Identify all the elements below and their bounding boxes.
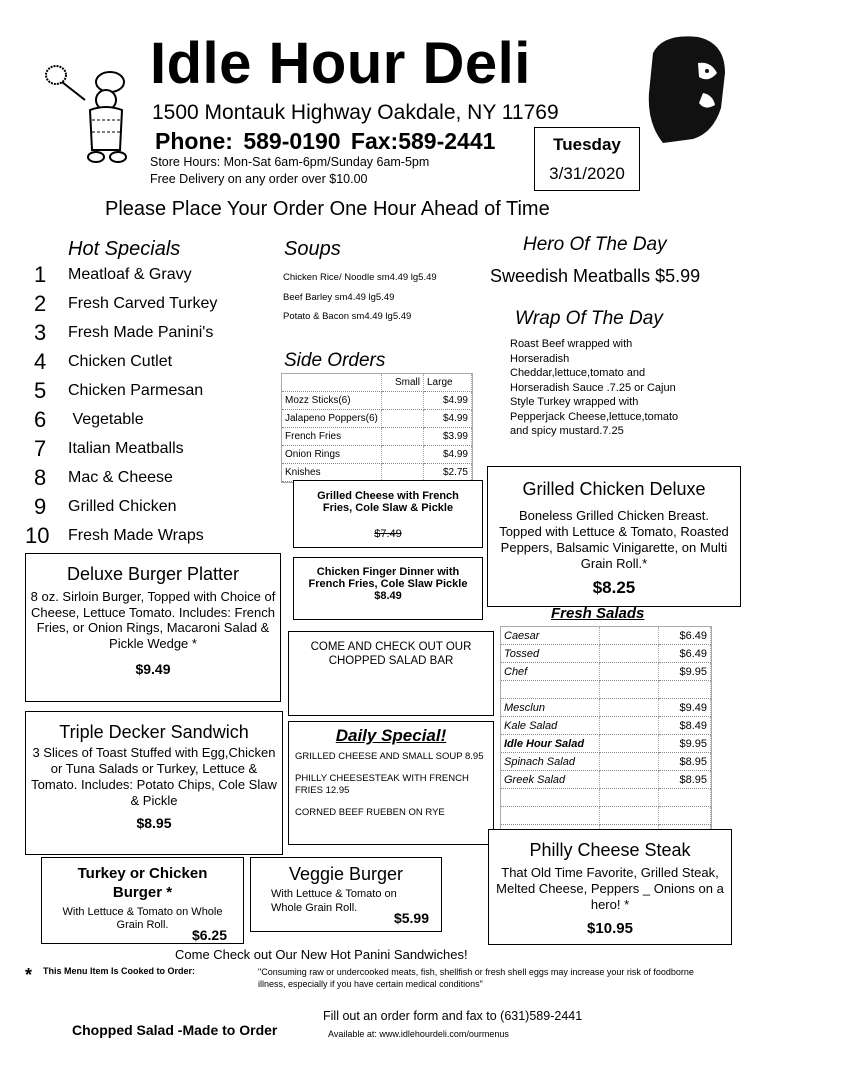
hot-special-name: Fresh Made Panini's xyxy=(68,324,214,341)
hot-special-number: 3 xyxy=(34,320,47,345)
grilled-chicken-deluxe-box xyxy=(487,466,741,607)
deli-title: Idle Hour Deli xyxy=(150,31,531,96)
hot-special-item xyxy=(28,291,268,320)
salad-row xyxy=(501,807,711,825)
veggie-burger-title: Veggie Burger xyxy=(288,864,404,884)
hot-special-item xyxy=(25,523,268,552)
side-orders-table xyxy=(281,373,473,483)
hot-special-item xyxy=(28,378,268,407)
chicken-finger-box xyxy=(293,557,483,620)
hot-special-name: Fresh Carved Turkey xyxy=(68,295,218,312)
salad-spacer-cell xyxy=(600,645,659,663)
hot-special-number: 8 xyxy=(34,465,47,490)
salad-row xyxy=(501,663,711,681)
hot-special-number: 9 xyxy=(34,494,47,519)
side-order-small-cell xyxy=(382,392,424,410)
side-order-row xyxy=(282,464,472,482)
side-order-price: $4.99 xyxy=(424,392,472,410)
salad-price: $6.49 xyxy=(659,627,711,645)
salad-row xyxy=(501,627,711,645)
turkey-burger-desc: With Lettuce & Tomato on Whole Grain Roll. xyxy=(62,906,223,931)
panini-note: Come Check out Our New Hot Panini Sandwiches! xyxy=(175,947,468,962)
grilled-chicken-deluxe-title: Grilled Chicken Deluxe xyxy=(522,479,706,499)
hot-special-name: Italian Meatballs xyxy=(68,440,184,457)
side-order-name: Onion Rings xyxy=(282,446,382,464)
hero-heading: Hero Of The Day xyxy=(523,234,667,255)
hot-special-item xyxy=(28,320,268,349)
philly-title: Philly Cheese Steak xyxy=(529,840,691,860)
side-order-price: $2.75 xyxy=(424,464,472,482)
chicken-finger-text: Chicken Finger Dinner with French Fries, Cole Slaw Pickle $8.49 xyxy=(308,566,468,602)
salad-price: $9.95 xyxy=(659,735,711,753)
hero-item: Sweedish Meatballs $5.99 xyxy=(490,266,701,286)
salad-row xyxy=(501,699,711,717)
hot-special-item xyxy=(28,494,268,523)
side-order-small-cell xyxy=(382,446,424,464)
side-order-small-cell xyxy=(382,428,424,446)
salad-price: $9.49 xyxy=(659,699,711,717)
grilled-cheese-text: Grilled Cheese with French Fries, Cole Slaw & Pickle xyxy=(317,490,459,514)
side-order-row xyxy=(282,428,472,446)
date-label: 3/31/2020 xyxy=(549,164,625,183)
side-order-price: $3.99 xyxy=(424,428,472,446)
deluxe-burger-title: Deluxe Burger Platter xyxy=(66,564,240,584)
turkey-burger-title: Turkey or Chicken Burger * xyxy=(77,865,208,901)
side-order-row xyxy=(282,410,472,428)
salad-row xyxy=(501,753,711,771)
side-order-name: Mozz Sticks(6) xyxy=(282,392,382,410)
deluxe-burger-box xyxy=(25,553,281,702)
side-order-price: $4.99 xyxy=(424,446,472,464)
soups-heading: Soups xyxy=(284,238,341,260)
salad-name: Tossed xyxy=(501,645,600,663)
salad-price: $8.95 xyxy=(659,771,711,789)
grilled-cheese-box xyxy=(293,480,483,548)
philly-box xyxy=(488,829,732,945)
hot-special-item xyxy=(28,465,268,494)
hot-specials-heading: Hot Specials xyxy=(68,238,181,260)
date-box xyxy=(534,127,640,191)
hot-special-number: 1 xyxy=(34,262,47,287)
portrait-image xyxy=(643,33,728,145)
hot-special-name: Grilled Chicken xyxy=(68,498,177,515)
side-order-price: $4.99 xyxy=(424,410,472,428)
side-order-small-cell xyxy=(382,410,424,428)
grilled-chicken-deluxe-price: $8.25 xyxy=(592,578,636,597)
triple-decker-title: Triple Decker Sandwich xyxy=(59,722,249,742)
grilled-chicken-deluxe-desc: Boneless Grilled Chicken Breast. Topped with Lettuce & Tomato, Roasted Peppers, Balsamic Vinigarette, on Multi Grain Roll.* xyxy=(499,508,729,571)
hot-special-item xyxy=(28,407,268,436)
philly-desc: That Old Time Favorite, Grilled Steak, Melted Cheese, Peppers _ Onions on a hero! * xyxy=(496,865,724,912)
salad-spacer-cell xyxy=(600,789,659,807)
philly-price: $10.95 xyxy=(587,920,633,937)
daily-special-heading: Daily Special! xyxy=(335,726,447,745)
phone-fax: Phone: 589-0190 Fax:589-2441 xyxy=(155,128,496,154)
salad-price xyxy=(659,681,711,699)
salad-row xyxy=(501,681,711,699)
delivery-note: Free Delivery on any order over $10.00 xyxy=(150,172,368,186)
salad-name: Idle Hour Salad xyxy=(501,735,600,753)
salad-spacer-cell xyxy=(600,771,659,789)
salad-row xyxy=(501,645,711,663)
store-hours: Store Hours: Mon-Sat 6am-6pm/Sunday 6am-5pm xyxy=(150,155,430,169)
hot-special-item xyxy=(28,436,268,465)
order-notice: Please Place Your Order One Hour Ahead of Time xyxy=(105,198,550,220)
veggie-burger-box xyxy=(250,857,442,932)
salad-name: Spinach Salad xyxy=(501,753,600,771)
salad-row xyxy=(501,789,711,807)
hot-special-number: 10 xyxy=(25,523,50,548)
hot-special-name: Chicken Parmesan xyxy=(68,382,204,399)
salad-spacer-cell xyxy=(600,717,659,735)
chopped-salad-bar-text: COME AND CHECK OUT OUR CHOPPED SALAD BAR xyxy=(310,641,472,667)
col-large: Large xyxy=(424,374,472,392)
soup-item: Chicken Rice/ Noodle sm4.49 lg5.49 xyxy=(283,272,437,283)
fresh-salads-heading: Fresh Salads xyxy=(551,605,645,622)
chopped-salad-note: Chopped Salad -Made to Order xyxy=(72,1022,278,1038)
side-order-small-cell xyxy=(382,464,424,482)
daily-special-box xyxy=(288,721,494,845)
triple-decker-box xyxy=(25,711,283,855)
daily-special-line-1: GRILLED CHEESE AND SMALL SOUP 8.95 xyxy=(295,751,484,762)
salad-price: $9.95 xyxy=(659,663,711,681)
day-label: Tuesday xyxy=(553,135,621,154)
soup-item: Potato & Bacon sm4.49 lg5.49 xyxy=(283,311,412,322)
salad-spacer-cell xyxy=(600,807,659,825)
available-link[interactable]: Available at: www.idlehourdeli.com/ourmenus xyxy=(328,1029,509,1039)
hot-special-item xyxy=(28,349,268,378)
hot-special-name: Meatloaf & Gravy xyxy=(68,266,192,283)
salad-spacer-cell xyxy=(600,699,659,717)
salad-name: Mesclun xyxy=(501,699,600,717)
hot-special-name: Chicken Cutlet xyxy=(68,353,173,370)
side-order-name: Knishes xyxy=(282,464,382,482)
salad-price: $6.49 xyxy=(659,645,711,663)
salad-row xyxy=(501,717,711,735)
salad-name xyxy=(501,789,600,807)
salad-name xyxy=(501,681,600,699)
salad-name xyxy=(501,807,600,825)
salad-spacer-cell xyxy=(600,753,659,771)
chopped-salad-bar-box xyxy=(288,631,494,716)
hot-special-number: 6 xyxy=(34,407,47,432)
salad-spacer-cell xyxy=(600,735,659,753)
hot-special-number: 2 xyxy=(34,291,47,316)
salad-name: Greek Salad xyxy=(501,771,600,789)
soup-item: Beef Barley sm4.49 lg5.49 xyxy=(283,291,395,303)
veggie-burger-price: $5.99 xyxy=(393,910,429,926)
salad-name: Chef xyxy=(501,663,600,681)
turkey-burger-price: $6.25 xyxy=(191,927,227,943)
wrap-heading: Wrap Of The Day xyxy=(515,308,663,329)
grilled-cheese-price: $7.49 xyxy=(374,528,402,540)
hot-special-number: 5 xyxy=(34,378,47,403)
salad-name: Caesar xyxy=(501,627,600,645)
salad-spacer-cell xyxy=(600,663,659,681)
side-order-name: French Fries xyxy=(282,428,382,446)
salad-price xyxy=(659,807,711,825)
salad-spacer-cell xyxy=(600,627,659,645)
hot-special-name: Fresh Made Wraps xyxy=(68,527,204,544)
fax-order-note: Fill out an order form and fax to (631)589-2441 xyxy=(323,1009,583,1023)
salad-price xyxy=(659,789,711,807)
fresh-salads-table xyxy=(500,626,712,844)
deluxe-burger-desc: 8 oz. Sirloin Burger, Topped with Choice of Cheese, Lettuce Tomato. Includes: French Fries, or Onion Rings, Macaroni Salad & Pickle Wedge * xyxy=(30,589,276,651)
veggie-burger-desc: With Lettuce & Tomato on Whole Grain Roll. xyxy=(271,888,397,914)
turkey-burger-box xyxy=(41,857,244,944)
cooked-to-order-note: This Menu Item Is Cooked to Order: xyxy=(43,966,196,976)
salad-row xyxy=(501,735,711,753)
triple-decker-desc: 3 Slices of Toast Stuffed with Egg,Chicken or Tuna Salads or Turkey, Lettuce & Tomato. Includes: Potato Chips, Cole Slaw & Pickle xyxy=(31,745,277,808)
side-order-name: Jalapeno Poppers(6) xyxy=(282,410,382,428)
cooked-star: * xyxy=(25,965,33,985)
hot-special-name: Vegetable xyxy=(68,411,144,428)
hot-special-name: Mac & Cheese xyxy=(68,469,173,486)
daily-special-line-3: CORNED BEEF RUEBEN ON RYE xyxy=(295,807,445,818)
salad-price: $8.95 xyxy=(659,753,711,771)
triple-decker-price: $8.95 xyxy=(136,815,172,831)
deluxe-burger-price: $9.49 xyxy=(135,661,171,677)
chef-logo-icon xyxy=(40,60,135,165)
side-orders-heading: Side Orders xyxy=(284,350,386,371)
side-order-row xyxy=(282,392,472,410)
hot-special-number: 7 xyxy=(34,436,47,461)
side-order-row xyxy=(282,446,472,464)
hot-special-item xyxy=(28,262,268,291)
hot-special-number: 4 xyxy=(34,349,47,374)
salad-price: $8.49 xyxy=(659,717,711,735)
salad-name: Kale Salad xyxy=(501,717,600,735)
wrap-text: Roast Beef wrapped with Horseradish Cheddar,lettuce,tomato and Horseradish Sauce .7.25 or Cajun Style Turkey wrapped with Pepperjack Cheese,lettuce,tomato and spicy mustard.7.25 xyxy=(510,338,679,437)
salad-row xyxy=(501,771,711,789)
address: 1500 Montauk Highway Oakdale, NY 11769 xyxy=(152,101,559,124)
consumer-warning: "Consuming raw or undercooked meats, fish, shellfish or fresh shell eggs may increase your risk of foodborne illness, especially if you have certain medical conditions" xyxy=(258,967,694,989)
soups-list xyxy=(283,268,437,327)
hot-specials-list xyxy=(25,262,268,552)
salad-spacer-cell xyxy=(600,681,659,699)
daily-special-line-2: PHILLY CHEESESTEAK WITH FRENCH FRIES 12.95 xyxy=(295,773,469,796)
col-small: Small xyxy=(382,374,424,392)
